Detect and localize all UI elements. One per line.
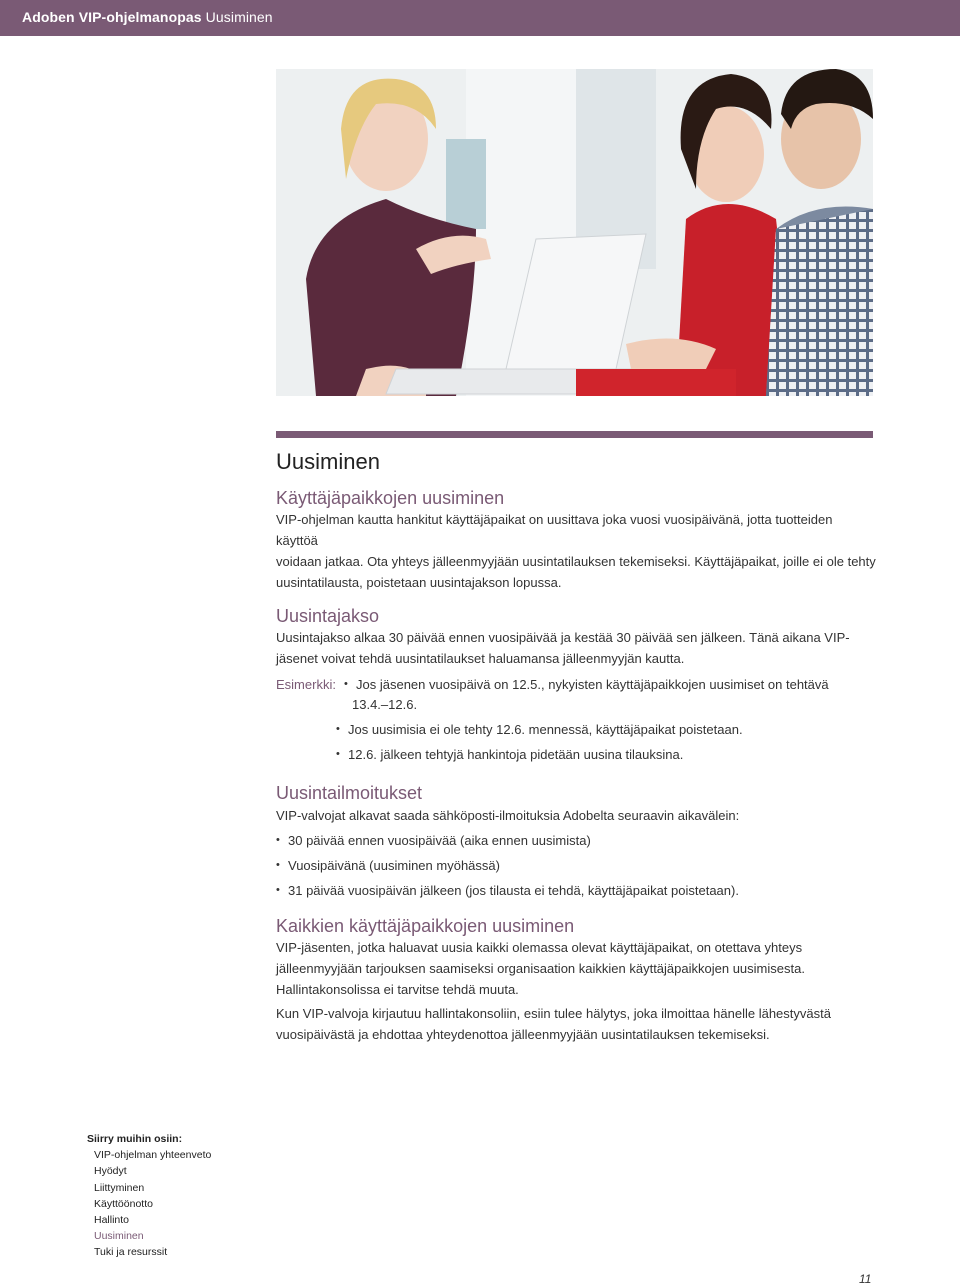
notification-item-text: 31 päivää vuosipäivän jälkeen (jos tilausta ei tehdä, käyttäjäpaikat poistetaan). [288,883,739,898]
heading-all-renewal: Kaikkien käyttäjäpaikkojen uusiminen [276,916,575,936]
nav-item-administration[interactable]: Hallinto [94,1214,130,1227]
example-item-3-text: 12.6. jälkeen tehtyjä hankintoja pidetään uusina tilauksina. [348,747,684,762]
renewal-line-3: uusintatilausta, poistetaan uusintajakson lopussa. [276,575,562,590]
renewal-line-1: VIP-ohjelman kautta hankitut käyttäjäpaikat on uusittava joka vuosi vuosipäivänä, jotta tuotteiden käyttöä [276,512,833,548]
notification-item [276,855,876,876]
example-item-1 [344,674,829,695]
period-line-1: Uusintajakso alkaa 30 päivää ennen vuosipäivää ja kestää 30 päivää sen jälkeen. Tänä aikana VIP- [276,630,850,645]
all2-line-2: vuosipäivästä ja ehdottaa yhteydenottoa jälleenmyyjään uusintatilauksen tekemiseksi. [276,1027,770,1042]
heading-renewal: Käyttäjäpaikkojen uusiminen [276,488,505,508]
example-item-3 [336,744,683,765]
example-item-2 [336,719,743,740]
hero-photo [276,69,873,396]
page-number: 11 [859,1272,872,1286]
all-line-1: VIP-jäsenten, jotka haluavat uusia kaikki olemassa olevat käyttäjäpaikat, on otettava yhteys [276,940,803,955]
example-item-1-cont: 13.4.–12.6. [352,697,418,712]
section-title: Uusiminen [276,449,380,474]
nav-item-renewal[interactable]: Uusiminen [94,1230,144,1243]
header-title-main: Adoben VIP-ohjelmanopas [22,9,202,25]
header-title [22,9,273,25]
heading-notifications: Uusintailmoitukset [276,783,423,803]
example-block [276,674,876,762]
period-line-2: jäsenet voivat tehdä uusintatilaukset haluamansa jälleenmyyjän kautta. [276,651,685,666]
notifications-intro: VIP-valvojat alkavat saada sähköposti-ilmoituksia Adobelta seuraavin aikavälein: [276,808,740,823]
nav-item-benefits[interactable]: Hyödyt [94,1165,127,1178]
notification-item [276,830,876,851]
section-nav [87,1131,211,1261]
example-label: Esimerkki: [276,677,336,692]
all-line-2: jälleenmyyjään tarjouksen saamiseksi organisaation kaikkien käyttäjäpaikkojen uusimisesta. [276,961,805,976]
header-bar [0,0,960,36]
photo-illustration [276,69,873,396]
notification-item [276,880,876,901]
example-item-1-text: Jos jäsenen vuosipäivä on 12.5., nykyisten käyttäjäpaikkojen uusimiset on tehtävä [356,677,829,692]
notification-item-text: Vuosipäivänä (uusiminen myöhässä) [288,858,500,873]
all2-line-1: Kun VIP-valvoja kirjautuu hallintakonsoliin, esiin tulee hälytys, joka ilmoittaa hänelle lähestyvästä [276,1006,831,1021]
example-item-2-text: Jos uusimisia ei ole tehty 12.6. mennessä, käyttäjäpaikat poistetaan. [348,722,743,737]
nav-heading: Siirry muihin osiin: [87,1133,183,1145]
main-content [276,448,876,1045]
notification-item-text: 30 päivää ennen vuosipäivää (aika ennen uusimista) [288,833,591,848]
header-title-sub: Uusiminen [205,9,273,25]
renewal-line-2: voidaan jatkaa. Ota yhteys jälleenmyyjään uusintatilauksen tekemiseksi. Käyttäjäpaikat, joille ei ole tehty [276,554,876,569]
heading-period: Uusintajakso [276,606,380,626]
all-line-3: Hallintakonsolissa ei tarvitse tehdä muuta. [276,982,519,997]
nav-item-support[interactable]: Tuki ja resurssit [94,1246,168,1259]
nav-item-joining[interactable]: Liittyminen [94,1181,145,1194]
nav-item-summary[interactable]: VIP-ohjelman yhteenveto [94,1149,212,1162]
nav-item-deployment[interactable]: Käyttöönotto [94,1197,153,1210]
section-rule [276,431,873,438]
